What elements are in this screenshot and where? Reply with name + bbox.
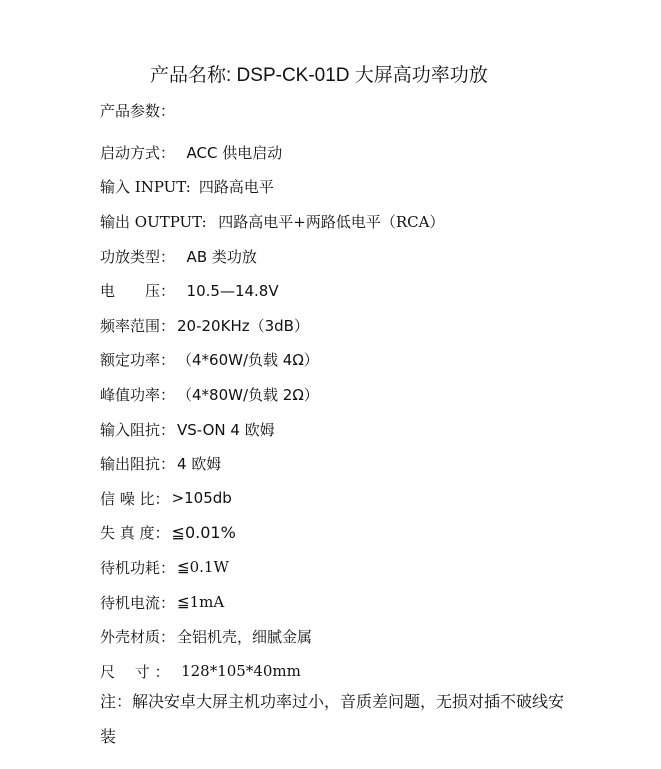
spec-label: 启动方式：	[100, 143, 176, 162]
spec-row-output	[100, 204, 590, 239]
spec-value: 128*105*40mm	[171, 662, 301, 681]
spec-label: 尺 寸 ：	[100, 662, 170, 681]
spec-label: 功放类型：	[100, 247, 176, 266]
note-paragraph: 注：解决安卓大屏主机功率过小，音质差问题，无损对插不破线安装	[100, 692, 565, 746]
spec-value: 20-20KHz（3dB）	[177, 316, 309, 335]
spec-label: 信 噪 比：	[100, 489, 170, 508]
spec-label: 输入 INPUT:	[100, 178, 191, 197]
spec-row-frequency	[100, 308, 590, 343]
page-title: 产品名称: DSP-CK-01D 大屏高功率功放	[150, 65, 488, 86]
spec-value: ≦0.1W	[177, 558, 229, 577]
spec-value: ≦0.01%	[171, 523, 236, 543]
spec-label: 待机功耗：	[100, 558, 176, 577]
spec-label: 输出阻抗：	[100, 455, 176, 474]
spec-value: 全铝机壳，细腻金属	[177, 628, 313, 647]
spec-row-standby-power	[100, 550, 590, 585]
spec-row-rated-power	[100, 343, 590, 378]
spec-row-input-impedance	[100, 412, 590, 447]
spec-value: >105db	[171, 489, 232, 508]
spec-row-startup	[100, 135, 590, 170]
spec-row-amp-type	[100, 239, 590, 274]
spec-value: （4*80W/负载 2Ω）	[177, 385, 319, 404]
spec-row-peak-power	[100, 377, 590, 412]
spec-value: 四路高电平+两路低电平（RCA）	[208, 212, 445, 231]
spec-label: 输出 OUTPUT:	[100, 212, 207, 231]
spec-label: 峰值功率：	[100, 385, 176, 404]
spec-value: ≦1mA	[177, 593, 225, 612]
spec-row-input	[100, 170, 590, 205]
spec-row-output-impedance	[100, 446, 590, 481]
spec-value: AB 类功放	[177, 247, 257, 266]
spec-value: 10.5—14.8V	[177, 281, 279, 300]
spec-value: 四路高电平	[198, 178, 274, 197]
spec-row-distortion	[100, 516, 590, 551]
spec-value: （4*60W/负载 4Ω）	[177, 351, 319, 370]
spec-label: 外壳材质：	[100, 628, 176, 647]
spec-value: VS-ON 4 欧姆	[177, 420, 275, 439]
spec-list	[100, 135, 590, 689]
section-heading: 产品参数：	[100, 102, 176, 120]
spec-label: 输入阻抗：	[100, 420, 176, 439]
spec-label: 待机电流：	[100, 593, 176, 612]
spec-row-snr	[100, 481, 590, 516]
spec-label: 频率范围：	[100, 316, 176, 335]
spec-label: 失 真 度：	[100, 524, 170, 543]
spec-row-housing	[100, 619, 590, 654]
spec-value: ACC 供电启动	[177, 143, 283, 162]
spec-row-standby-current	[100, 585, 590, 620]
spec-value: 4 欧姆	[177, 455, 222, 474]
spec-row-voltage	[100, 273, 590, 308]
spec-label: 电 压：	[100, 282, 176, 301]
spec-label: 额定功率：	[100, 351, 176, 370]
